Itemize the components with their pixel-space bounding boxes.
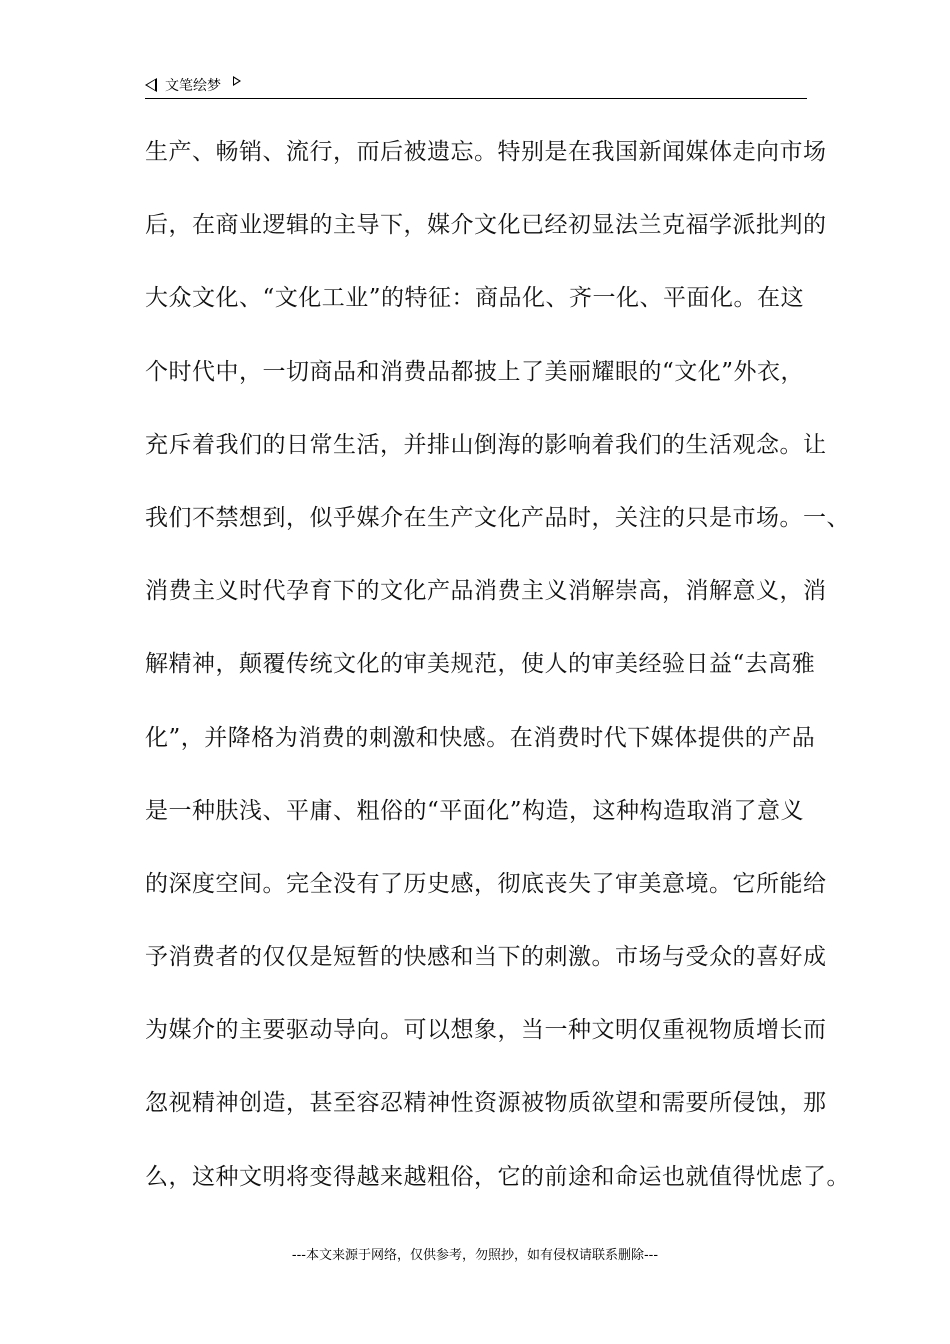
text-line: 我们不禁想到，似乎媒介在生产文化产品时，关注的只是市场。一、 <box>145 504 850 531</box>
text-line: 大众文化、“文化工业”的特征：商品化、齐一化、平面化。在这 <box>145 285 805 312</box>
page-header <box>145 72 807 99</box>
text-line: 予消费者的仅仅是短暂的快感和当下的刺激。市场与受众的喜好成 <box>145 944 827 971</box>
text-line: 是一种肤浅、平庸、粗俗的“平面化”构造，这种构造取消了意义 <box>145 797 805 824</box>
text-line: 么，这种文明将变得越来越粗俗，它的前途和命运也就值得忧虑了。 <box>145 1163 850 1190</box>
footer-notice: ---本文来源于网络，仅供参考，勿照抄，如有侵权请联系删除--- <box>291 1248 659 1263</box>
text-line: 消费主义时代孕育下的文化产品消费主义消解崇高，消解意义，消 <box>145 578 827 605</box>
text-line: 生产、畅销、流行，而后被遗忘。特别是在我国新闻媒体走向市场 <box>145 139 827 165</box>
text-line: 忽视精神创造，甚至容忍精神性资源被物质欲望和需要所侵蚀，那 <box>145 1090 827 1117</box>
text-line: 化”，并降格为消费的刺激和快感。在消费时代下媒体提供的产品 <box>145 724 816 751</box>
triangle-left-icon <box>145 78 157 92</box>
text-line: 为媒介的主要驱动导向。可以想象，当一种文明仅重视物质增长而 <box>145 1017 827 1044</box>
text-line: 的深度空间。完全没有了历史感，彻底丧失了审美意境。它所能给 <box>145 870 827 897</box>
text-line: 个时代中，一切商品和消费品都披上了美丽耀眼的“文化”外衣， <box>145 358 805 385</box>
header-title: 文笔绘梦 <box>165 78 221 94</box>
text-line: 解精神，颠覆传统文化的审美规范，使人的审美经验日益“去高雅 <box>145 651 816 678</box>
document-body <box>145 130 850 1228</box>
text-line: 后，在商业逻辑的主导下，媒介文化已经初显法兰克福学派批判的 <box>145 212 827 239</box>
text-line: 充斥着我们的日常生活，并排山倒海的影响着我们的生活观念。让 <box>145 431 827 458</box>
triangle-right-icon <box>233 76 241 86</box>
